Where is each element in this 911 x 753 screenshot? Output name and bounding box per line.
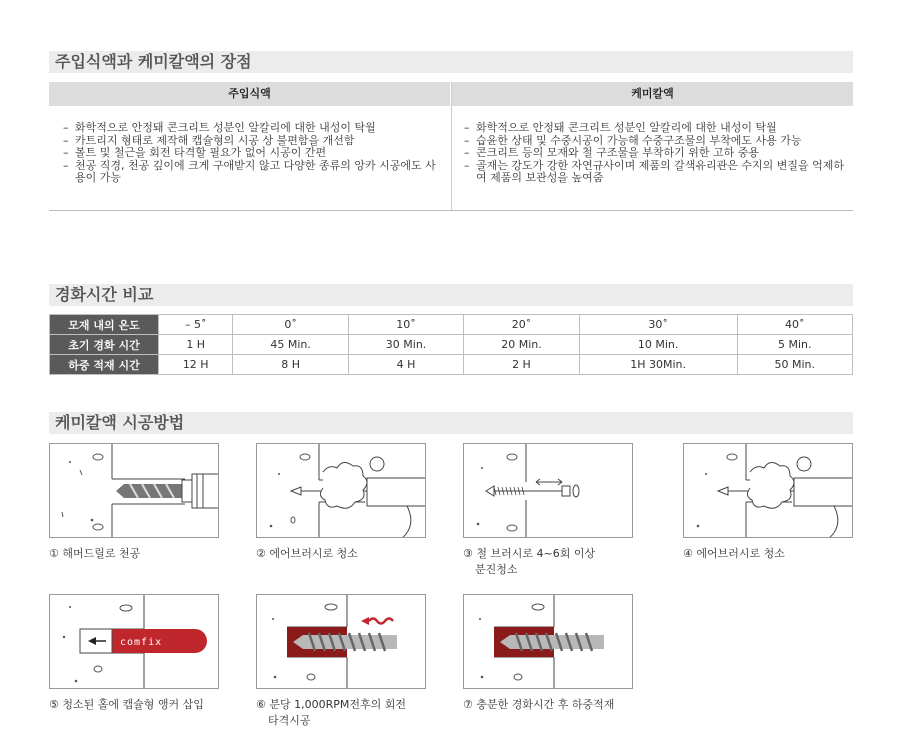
step6-caption-line2: 타격시공: [268, 714, 311, 727]
table-row: [50, 315, 853, 335]
table-cell: 5 Min.: [737, 335, 852, 355]
list-item: – 콘크리트 등의 모재와 철 구조물을 부착하기 위한 고하 중용: [464, 147, 844, 160]
chemical-header: 케미칼액: [452, 82, 853, 106]
step2-air-blow-illustration: [256, 443, 426, 538]
table-cell: 45 Min.: [233, 335, 348, 355]
row-header: 초기 경화 시간: [50, 335, 159, 355]
capsule-label: comfix: [120, 637, 163, 648]
injection-advantages: [63, 122, 438, 185]
list-item: – 천공 직경, 천공 깊이에 크게 구애받지 않고 다양한 종류의 앙카 시공에도 사용이 가능: [63, 160, 438, 185]
table-cell: 1H 30Min.: [579, 355, 737, 375]
table-cell: 30˚: [579, 315, 737, 335]
step3-caption: [463, 546, 595, 578]
step4-air-blow-illustration: [683, 443, 853, 538]
row-header: 하중 적재 시간: [50, 355, 159, 375]
step6-caption-line1: ⑥ 분당 1,000RPM전후의 회전: [256, 698, 406, 711]
table-cell: 30 Min.: [348, 335, 463, 355]
comparison-table: [49, 82, 853, 211]
list-item: – 화학적으로 안정돼 콘크리트 성분인 알칼리에 대한 내성이 탁월: [63, 122, 438, 135]
step3-caption-line2: 분진청소: [475, 563, 518, 576]
chemical-advantages: [464, 122, 844, 185]
section-title-advantages: 주입식액과 케미칼액의 장점: [49, 51, 853, 73]
step6-caption: [256, 697, 406, 729]
step3-brush-illustration: [463, 443, 633, 538]
step4-caption: ④ 에어브러시로 청소: [683, 547, 785, 560]
table-cell: 1 H: [159, 335, 233, 355]
step5-capsule-illustration: [49, 594, 219, 689]
table-cell: 2 H: [464, 355, 579, 375]
table-cell: 12 H: [159, 355, 233, 375]
list-item: – 화학적으로 안정돼 콘크리트 성분인 알칼리에 대한 내성이 탁월: [464, 122, 844, 135]
table-cell: 20 Min.: [464, 335, 579, 355]
injection-header: 주입식액: [49, 82, 450, 106]
section-title-curing: 경화시간 비교: [49, 284, 853, 306]
step7-cured-illustration: [463, 594, 633, 689]
step1-caption: ① 해머드릴로 천공: [49, 547, 141, 560]
list-item: – 습윤한 상태 및 수중시공이 가능해 수중구조물의 부착에도 사용 가능: [464, 135, 844, 148]
curing-time-table: [49, 314, 853, 375]
step3-caption-line1: ③ 철 브러시로 4~6회 이상: [463, 547, 596, 560]
row-header: 모재 내의 온도: [50, 315, 159, 335]
table-cell: 50 Min.: [737, 355, 852, 375]
step5-caption: ⑤ 청소된 홀에 캡슐형 앵커 삽입: [49, 698, 204, 711]
list-item: – 볼트 및 철근을 회전 타격할 필요가 없어 시공이 간편: [63, 147, 438, 160]
table-cell: 40˚: [737, 315, 852, 335]
list-item: – 골재는 강도가 강한 자연규사이며 제품의 갈색유리관은 수지의 변질을 억제하여 제품의 보관성을 높여줌: [464, 160, 844, 185]
list-item: – 카트리지 형태로 제작해 캡슐형의 시공 상 불편함을 개선함: [63, 135, 438, 148]
table-cell: 0˚: [233, 315, 348, 335]
step1-drilling-illustration: [49, 443, 219, 538]
table-cell: 10˚: [348, 315, 463, 335]
step2-caption: ② 에어브러시로 청소: [256, 547, 358, 560]
step7-caption: ⑦ 충분한 경화시간 후 하중적재: [463, 698, 615, 711]
column-divider: [451, 82, 452, 210]
table-cell: 20˚: [464, 315, 579, 335]
table-row: [50, 355, 853, 375]
step6-rotary-illustration: [256, 594, 426, 689]
section-title-method: 케미칼액 시공방법: [49, 412, 853, 434]
table-cell: 10 Min.: [579, 335, 737, 355]
table-row: [50, 335, 853, 355]
table-cell: – 5˚: [159, 315, 233, 335]
table-cell: 8 H: [233, 355, 348, 375]
table-cell: 4 H: [348, 355, 463, 375]
